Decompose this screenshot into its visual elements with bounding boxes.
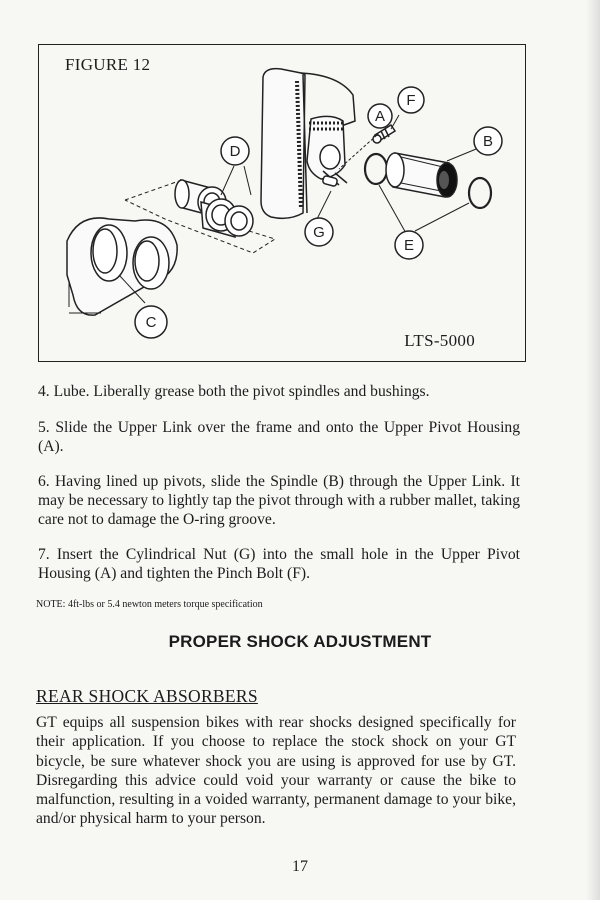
torque-note: NOTE: 4ft-lbs or 5.4 newton meters torque specification xyxy=(36,599,263,610)
callout-a xyxy=(368,104,392,128)
callout-d xyxy=(221,137,249,165)
section-heading: PROPER SHOCK ADJUSTMENT xyxy=(168,632,432,651)
callout-f xyxy=(398,87,424,113)
callout-g-label: G xyxy=(313,224,325,241)
callout-d-label: D xyxy=(229,143,241,160)
figure-title: FIGURE 12 xyxy=(65,55,151,74)
callout-g xyxy=(305,218,333,246)
page-edge-shadow xyxy=(586,0,600,900)
page-number: 17 xyxy=(292,858,308,875)
callout-a-label: A xyxy=(374,108,386,125)
step-4: 4. Lube. Liberally grease both the pivot spindles and bushings. xyxy=(38,383,430,400)
callout-e xyxy=(395,231,423,259)
figure-model-label: LTS-5000 xyxy=(404,331,475,350)
cylindrical-nut-drawing xyxy=(322,175,338,186)
subsection-body: GT equips all suspension bikes with rear shocks designed specifically for their application. If you choose to replace the stock shock on your GT bicycle, be sure whatever shock you are using is approved for use by GT. Disregarding this advice could void your warranty or cause the bike to malfunction, resulting in a voided warranty, permanent damage to your bike, and/or physical harm to your person. xyxy=(36,714,516,828)
step-5: 5. Slide the Upper Link over the frame and onto the Upper Pivot Housing (A). xyxy=(38,419,520,455)
step-7: 7. Insert the Cylindrical Nut (G) into the small hole in the Upper Pivot Housing (A) and tighten the Pinch Bolt (F). xyxy=(38,546,520,582)
upper-link-drawing xyxy=(67,218,177,315)
callout-b-label: B xyxy=(482,133,494,150)
callout-f-label: F xyxy=(406,92,416,109)
step-6: 6. Having lined up pivots, slide the Spindle (B) through the Upper Link. It may be necessary to lightly tap the pivot through with a rubber mallet, taking care not to damage the O-ring groove. xyxy=(38,473,520,528)
callout-b xyxy=(474,127,502,155)
callout-c-label: C xyxy=(145,314,157,331)
pivot-assembly-diagram xyxy=(39,45,527,363)
frame-housing-drawing xyxy=(261,69,355,219)
subsection-heading: REAR SHOCK ABSORBERS xyxy=(36,686,258,706)
figure-12-frame xyxy=(38,44,526,362)
callout-e-label: E xyxy=(403,237,415,254)
spindle-drawing xyxy=(365,153,491,208)
callout-c xyxy=(135,306,167,338)
